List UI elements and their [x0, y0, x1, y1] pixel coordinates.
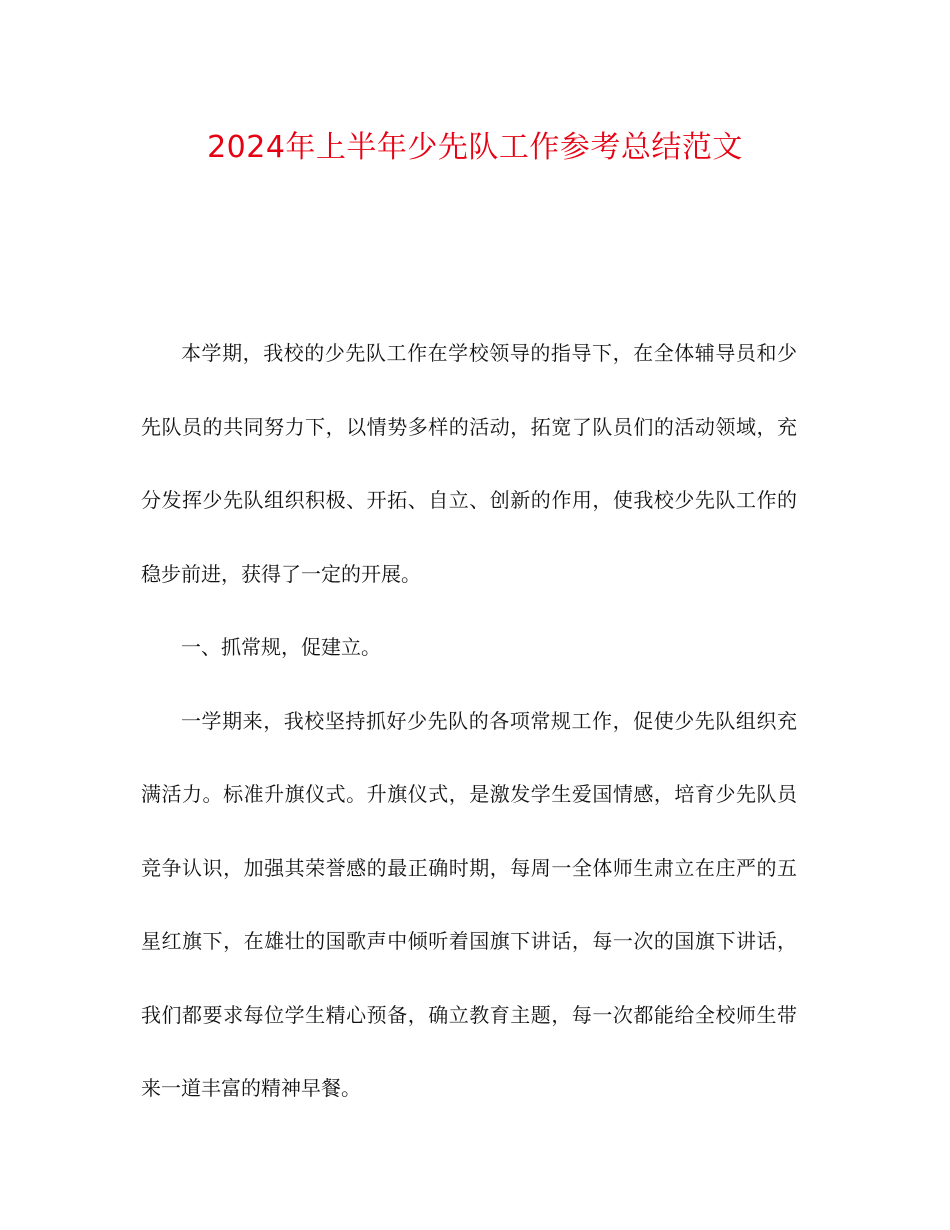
document-title: 2024年上半年少先队工作参考总结范文	[207, 130, 743, 165]
paragraph-intro: 本学期，我校的少先队工作在学校领导的指导下，在全体辅导员和少先队员的共同努力下，以情势多样的活动，拓宽了队员们的活动领域，充分发挥少先队组织积极、开拓、自立、创新的作用，使我校少先队工作的稳步前进，获得了一定的开展。	[141, 341, 797, 586]
document-body	[141, 317, 797, 1126]
section-heading-1: 一、抓常规，促建立。	[181, 635, 381, 659]
paragraph-section-1: 一学期来，我校坚持抓好少先队的各项常规工作，促使少先队组织充满活力。标准升旗仪式。升旗仪式，是激发学生爱国情感，培育少先队员竞争认识，加强其荣誉感的最正确时期，每周一全体师生肃立在庄严的五星红旗下，在雄壮的国歌声中倾听着国旗下讲话，每一次的国旗下讲话，我们都要求每位学生精心预备，确立教育主题，每一次都能给全校师生带来一道丰富的精神早餐。	[141, 708, 797, 1100]
